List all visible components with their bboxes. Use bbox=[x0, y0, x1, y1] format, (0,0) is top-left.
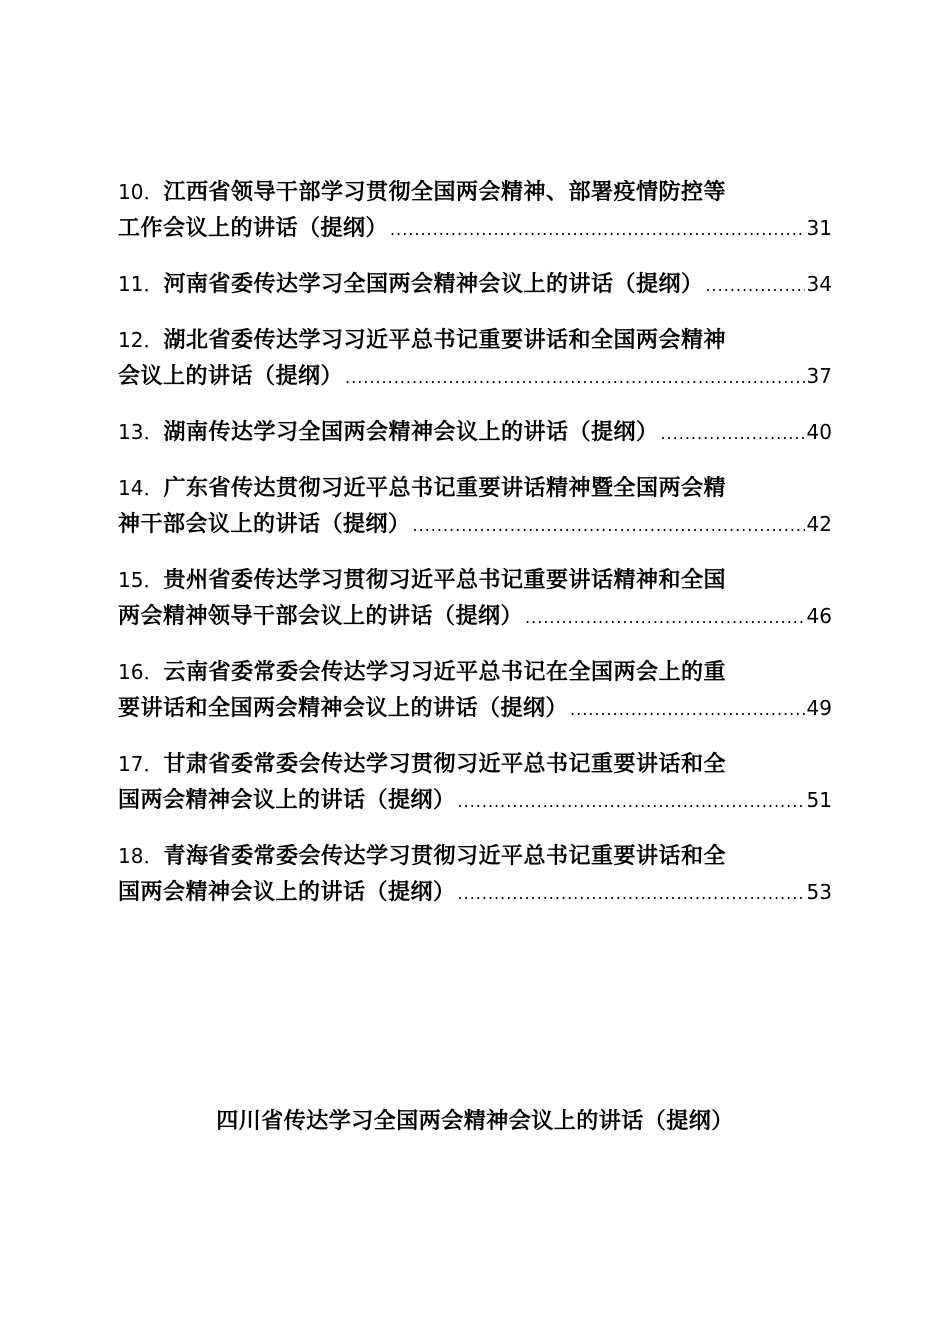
toc-entry-title: 湖北省委传达学习习近平总书记重要讲话和全国两会精神 bbox=[163, 327, 726, 353]
dot-leader bbox=[413, 508, 805, 542]
toc-entry-last-line bbox=[118, 358, 832, 394]
dot-leader bbox=[345, 360, 805, 394]
toc-entry-title-continued: 工作会议上的讲话（提纲） bbox=[118, 215, 389, 241]
toc-entry-title: 广东省传达贯彻习近平总书记重要讲话精神暨全国两会精 bbox=[163, 475, 726, 501]
toc-entry-number: 15． bbox=[118, 568, 164, 592]
dot-leader bbox=[660, 416, 804, 450]
toc-entry[interactable] bbox=[118, 838, 832, 910]
toc-entry[interactable] bbox=[118, 266, 832, 302]
toc-entry-title-continued: 会议上的讲话（提纲） bbox=[118, 363, 344, 389]
table-of-contents bbox=[118, 174, 832, 930]
toc-entry-number: 10． bbox=[118, 180, 164, 204]
toc-entry-number: 14． bbox=[118, 476, 164, 500]
toc-entry[interactable] bbox=[118, 322, 832, 394]
toc-entry-first-line bbox=[118, 174, 832, 210]
toc-page-number: 40 bbox=[806, 420, 832, 444]
toc-page-number: 42 bbox=[806, 512, 832, 536]
toc-entry-number: 13． bbox=[118, 420, 164, 444]
toc-entry-last-line bbox=[118, 598, 832, 634]
toc-entry-title: 河南省委传达学习全国两会精神会议上的讲话（提纲） bbox=[163, 271, 704, 297]
toc-entry-title-continued: 神干部会议上的讲话（提纲） bbox=[118, 511, 411, 537]
dot-leader bbox=[390, 212, 805, 246]
toc-entry-last-line bbox=[118, 874, 832, 910]
toc-page-number: 34 bbox=[806, 272, 832, 296]
toc-entry-first-line bbox=[118, 654, 832, 690]
toc-entry-title: 江西省领导干部学习贯彻全国两会精神、部署疫情防控等 bbox=[163, 179, 726, 205]
toc-entry-last-line bbox=[118, 210, 832, 246]
toc-entry-title-continued: 国两会精神会议上的讲话（提纲） bbox=[118, 879, 456, 905]
toc-entry-number: 16． bbox=[118, 660, 164, 684]
toc-entry-title: 云南省委常委会传达学习习近平总书记在全国两会上的重 bbox=[163, 659, 726, 685]
toc-entry-first-line bbox=[118, 746, 832, 782]
dot-leader bbox=[525, 600, 805, 634]
toc-entry-last-line bbox=[118, 690, 832, 726]
toc-entry[interactable] bbox=[118, 562, 832, 634]
toc-entry-title: 青海省委常委会传达学习贯彻习近平总书记重要讲话和全 bbox=[163, 843, 726, 869]
toc-page-number: 46 bbox=[806, 604, 832, 628]
toc-entry-title: 甘肃省委常委会传达学习贯彻习近平总书记重要讲话和全 bbox=[163, 751, 726, 777]
toc-entry[interactable] bbox=[118, 746, 832, 818]
toc-entry-first-line bbox=[118, 562, 832, 598]
toc-entry-number: 18． bbox=[118, 844, 164, 868]
toc-entry-title-continued: 要讲话和全国两会精神会议上的讲话（提纲） bbox=[118, 695, 569, 721]
toc-entry-title-wrap bbox=[118, 414, 658, 450]
dot-leader bbox=[705, 268, 804, 302]
toc-entry-title: 湖南传达学习全国两会精神会议上的讲话（提纲） bbox=[163, 419, 659, 445]
toc-entry-number: 17． bbox=[118, 752, 164, 776]
section-heading: 四川省传达学习全国两会精神会议上的讲话（提纲） bbox=[216, 1108, 734, 1134]
toc-page-number: 37 bbox=[806, 364, 832, 388]
dot-leader bbox=[458, 876, 805, 910]
toc-entry-first-line bbox=[118, 838, 832, 874]
toc-entry-number: 11． bbox=[118, 272, 164, 296]
dot-leader bbox=[570, 692, 805, 726]
toc-page-number: 51 bbox=[806, 788, 832, 812]
toc-entry-title: 贵州省委传达学习贯彻习近平总书记重要讲话精神和全国 bbox=[163, 567, 726, 593]
toc-entry-first-line bbox=[118, 322, 832, 358]
toc-entry-number: 12． bbox=[118, 328, 164, 352]
toc-entry[interactable] bbox=[118, 470, 832, 542]
toc-entry[interactable] bbox=[118, 414, 832, 450]
toc-entry-last-line bbox=[118, 782, 832, 818]
toc-entry-last-line bbox=[118, 266, 832, 302]
toc-entry-title-wrap bbox=[118, 266, 703, 302]
toc-entry-title-continued: 两会精神领导干部会议上的讲话（提纲） bbox=[118, 603, 524, 629]
toc-entry[interactable] bbox=[118, 654, 832, 726]
dot-leader bbox=[458, 784, 805, 818]
toc-entry-first-line bbox=[118, 470, 832, 506]
toc-page-number: 53 bbox=[806, 880, 832, 904]
toc-page-number: 31 bbox=[806, 216, 832, 240]
toc-page-number: 49 bbox=[806, 696, 832, 720]
toc-entry-title-continued: 国两会精神会议上的讲话（提纲） bbox=[118, 787, 456, 813]
toc-entry[interactable] bbox=[118, 174, 832, 246]
toc-entry-last-line bbox=[118, 414, 832, 450]
toc-entry-last-line bbox=[118, 506, 832, 542]
